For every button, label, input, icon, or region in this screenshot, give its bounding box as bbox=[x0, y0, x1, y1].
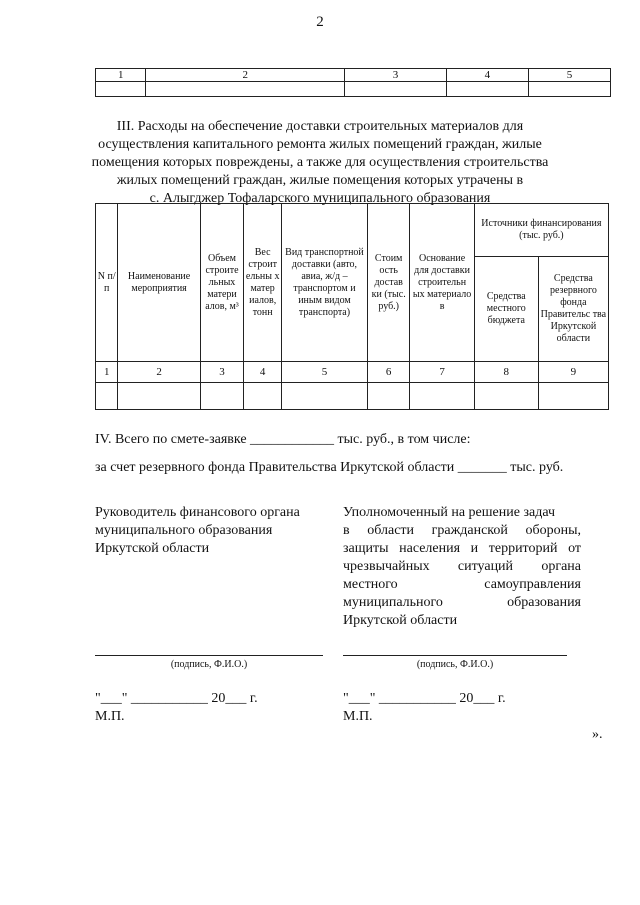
col-name-header: Наименование мероприятия bbox=[118, 204, 200, 362]
right-title-line: чрезвычайных ситуаций органа bbox=[343, 559, 581, 574]
column-number: 6 bbox=[367, 362, 409, 383]
col-sources-header: Источники финансирования (тыс. руб.) bbox=[474, 204, 608, 257]
right-title-line: местного самоуправления bbox=[343, 577, 581, 592]
left-signature-caption: (подпись, Ф.И.О.) bbox=[170, 659, 248, 670]
right-signatory-title bbox=[343, 504, 581, 630]
left-signature-line bbox=[95, 655, 323, 656]
col-n-header: N п/ п bbox=[96, 204, 118, 362]
column-number: 5 bbox=[282, 362, 368, 383]
column-number: 1 bbox=[96, 362, 118, 383]
column-number: 7 bbox=[410, 362, 474, 383]
expenses-table bbox=[95, 203, 609, 410]
top-table-header: 1 bbox=[96, 69, 146, 82]
col-volume-header: Объем строите льных матери алов, м³ bbox=[200, 204, 244, 362]
total-line: IV. Всего по смете-заявке ____________ тыс. руб., в том числе: bbox=[95, 432, 471, 447]
right-title-line: Уполномоченный на решение задач bbox=[343, 505, 556, 520]
col-reserve-fund-header: Средства резервного фонда Правительс тва Иркутской области bbox=[538, 257, 608, 362]
column-number: 8 bbox=[474, 362, 538, 383]
right-title-line: Иркутской области bbox=[343, 613, 458, 628]
left-stamp: М.П. bbox=[95, 709, 125, 724]
column-number: 3 bbox=[200, 362, 244, 383]
col-local-budget-header: Средства местного бюджета bbox=[474, 257, 538, 362]
left-title-line: Иркутской области bbox=[95, 541, 210, 556]
page-number: 2 bbox=[316, 14, 324, 30]
section-3-heading bbox=[78, 118, 562, 208]
top-table-header: 4 bbox=[446, 69, 528, 82]
section-3-line: жилых помещений граждан, жилые помещения которых утрачены в bbox=[116, 173, 524, 188]
section-3-line: осуществления капитального ремонта жилых помещений граждан, жилые bbox=[98, 137, 542, 152]
column-number: 9 bbox=[538, 362, 608, 383]
col-basis-header: Основание для доставки строительн ых материало в bbox=[410, 204, 474, 362]
right-title-line: защиты населения и территорий от bbox=[343, 541, 581, 556]
left-title-line: муниципального образования bbox=[95, 523, 273, 538]
closing-quote: ». bbox=[592, 727, 603, 742]
top-table-header: 5 bbox=[528, 69, 610, 82]
right-date-line: "___" ___________ 20___ г. bbox=[343, 691, 506, 706]
top-table-empty-row bbox=[96, 82, 611, 97]
left-signatory-title bbox=[95, 504, 335, 558]
left-date-line: "___" ___________ 20___ г. bbox=[95, 691, 258, 706]
right-title-line: муниципального образования bbox=[343, 595, 581, 610]
column-number: 2 bbox=[118, 362, 200, 383]
top-table-header: 3 bbox=[345, 69, 447, 82]
top-table bbox=[95, 68, 611, 97]
right-title-line: в области гражданской обороны, bbox=[343, 523, 581, 538]
section-3-line: с. Алыгджер Тофаларского муниципального образования bbox=[149, 191, 491, 206]
section-3-line: помещения которых повреждены, а также для осуществления строительства bbox=[91, 155, 549, 170]
right-signature-line bbox=[343, 655, 567, 656]
reserve-fund-line: за счет резервного фонда Правительства Иркутской области _______ тыс. руб. bbox=[95, 460, 564, 475]
left-title-line: Руководитель финансового органа bbox=[95, 505, 300, 520]
column-number: 4 bbox=[244, 362, 282, 383]
col-weight-header: Вес строит ельны х матер иалов, тонн bbox=[244, 204, 282, 362]
top-table-header: 2 bbox=[146, 69, 345, 82]
col-cost-header: Стоим ость достав ки (тыс. руб.) bbox=[367, 204, 409, 362]
right-stamp: М.П. bbox=[343, 709, 373, 724]
col-transport-header: Вид транспортной доставки (авто, авиа, ж/д – транспортом и иным видом транспорта) bbox=[282, 204, 368, 362]
right-signature-caption: (подпись, Ф.И.О.) bbox=[416, 659, 494, 670]
section-3-line: III. Расходы на обеспечение доставки строительных материалов для bbox=[116, 119, 524, 134]
expenses-table-empty-row bbox=[96, 383, 609, 410]
